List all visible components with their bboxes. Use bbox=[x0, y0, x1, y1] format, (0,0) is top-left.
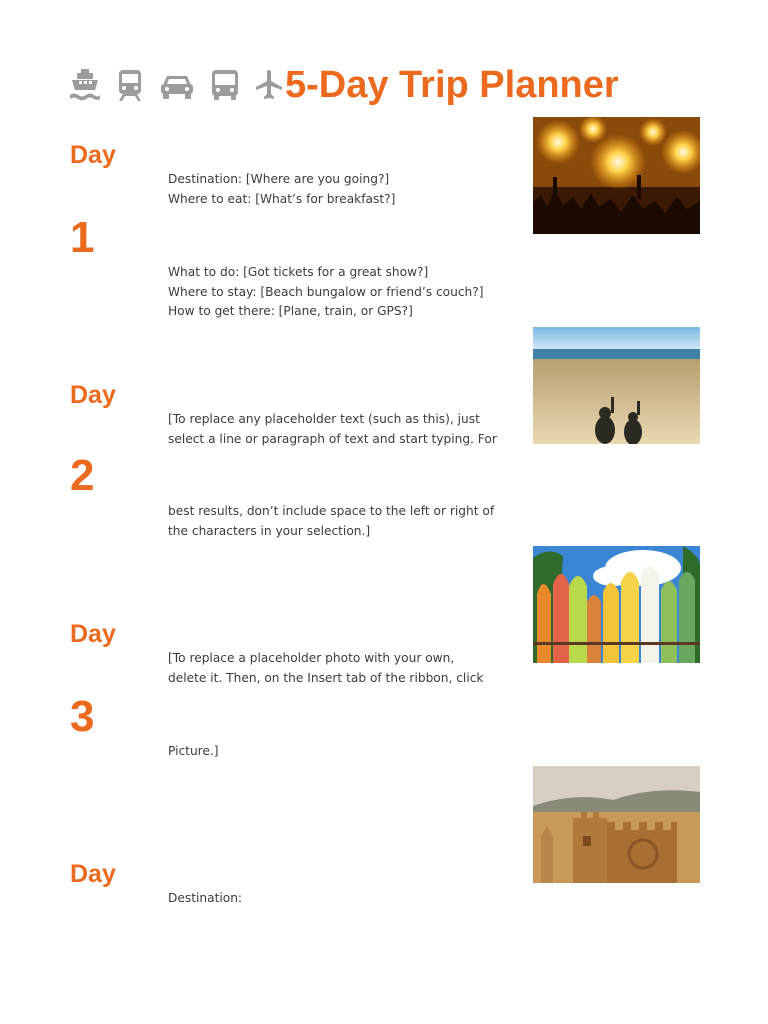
page-title: 5-Day Trip Planner bbox=[285, 63, 619, 106]
day-1-label: Day bbox=[70, 141, 116, 169]
day-1-details-a bbox=[168, 170, 513, 209]
text-line: Destination: bbox=[168, 891, 243, 905]
day-2-details-a bbox=[168, 410, 513, 449]
text-line: best results, don’t include space to the left or right of bbox=[168, 504, 495, 518]
airplane-icon bbox=[255, 68, 283, 102]
train-icon bbox=[115, 68, 145, 102]
beach-photo bbox=[533, 327, 700, 444]
text-line: [To replace any placeholder text (such as this), just bbox=[168, 412, 480, 426]
text-line: Where to eat: [What’s for breakfast?] bbox=[168, 191, 396, 206]
surfboards-photo bbox=[533, 546, 700, 663]
text-line: Picture.] bbox=[168, 744, 219, 758]
day-4-label: Day bbox=[70, 860, 116, 888]
transport-icons bbox=[69, 68, 283, 102]
day-2-number: 2 bbox=[70, 451, 95, 500]
day-3-label: Day bbox=[70, 620, 116, 648]
day-3-details-b bbox=[168, 742, 513, 762]
sandcastle-photo bbox=[533, 766, 700, 883]
day-3-details-a bbox=[168, 649, 513, 688]
text-line: Where to stay: [Beach bungalow or friend’s couch?] bbox=[168, 284, 484, 299]
text-line: [To replace a placeholder photo with your own, bbox=[168, 651, 455, 665]
day-4-details-a bbox=[168, 889, 513, 909]
ship-icon bbox=[69, 68, 101, 102]
day-1-details-b bbox=[168, 263, 513, 322]
text-line: delete it. Then, on the Insert tab of the ribbon, click bbox=[168, 670, 484, 685]
day-3-number: 3 bbox=[70, 692, 95, 741]
bus-icon bbox=[209, 68, 241, 102]
text-line: What to do: [Got tickets for a great show?] bbox=[168, 265, 429, 279]
text-line: How to get there: [Plane, train, or GPS?] bbox=[168, 304, 413, 319]
text-line: the characters in your selection.] bbox=[168, 523, 371, 538]
car-icon bbox=[159, 68, 195, 102]
day-1-number: 1 bbox=[70, 213, 95, 262]
header bbox=[69, 60, 619, 110]
concert-photo bbox=[533, 117, 700, 234]
day-2-label: Day bbox=[70, 381, 116, 409]
day-2-details-b bbox=[168, 502, 513, 541]
text-line: select a line or paragraph of text and start typing. For bbox=[168, 431, 497, 446]
text-line: Destination: [Where are you going?] bbox=[168, 172, 390, 186]
